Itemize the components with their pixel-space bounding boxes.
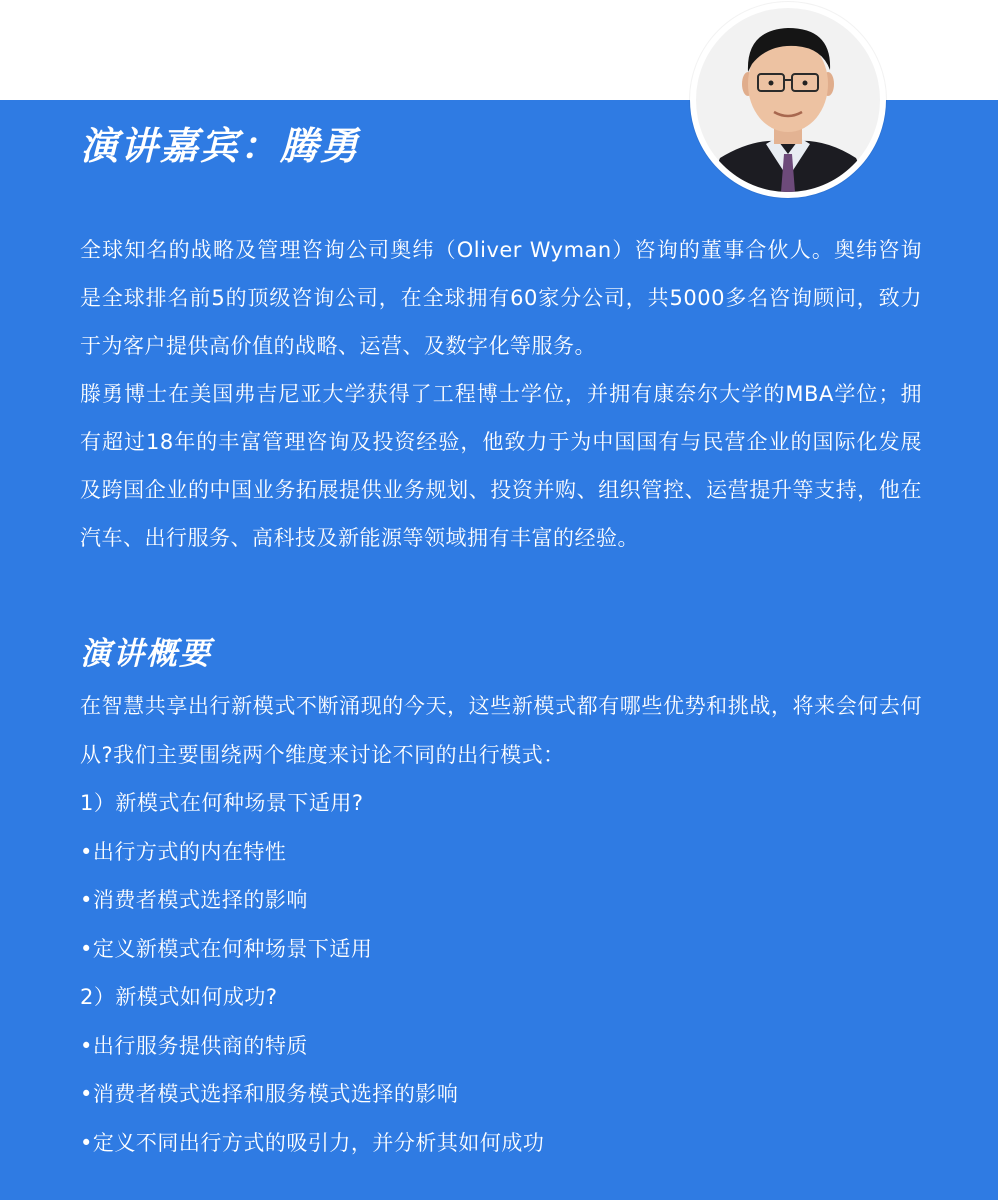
summary-point: •消费者模式选择和服务模式选择的影响 <box>80 1082 459 1106</box>
summary-intro: 在智慧共享出行新模式不断涌现的今天，这些新模式都有哪些优势和挑战，将来会何去何从?我们主要围绕两个维度来讨论不同的出行模式： <box>80 694 922 767</box>
summary-point: 1）新模式在何种场景下适用? <box>80 791 364 815</box>
summary-point: •消费者模式选择的影响 <box>80 888 308 912</box>
bio-paragraph: 滕勇博士在美国弗吉尼亚大学获得了工程博士学位，并拥有康奈尔大学的MBA学位；拥有超过18年的丰富管理咨询及投资经验，他致力于为中国国有与民营企业的国际化发展及跨国企业的中国业务拓展提供业务规划、投资并购、组织管控、运营提升等支持，他在汽车、出行服务、高科技及新能源等领域拥有丰富的经验。 <box>80 382 922 550</box>
summary-point: •定义新模式在何种场景下适用 <box>80 936 373 961</box>
summary-point: •出行方式的内在特性 <box>80 839 287 864</box>
summary-title: 演讲概要 <box>80 636 212 672</box>
summary-point: •定义不同出行方式的吸引力，并分析其如何成功 <box>80 1130 545 1155</box>
speaker-portrait <box>696 8 880 192</box>
summary-point: 2）新模式如何成功? <box>80 985 278 1009</box>
speaker-title: 演讲嘉宾：腾勇 <box>80 124 361 168</box>
bio-paragraph: 全球知名的战略及管理咨询公司奥纬（Oliver Wyman）咨询的董事合伙人。奥纬咨询是全球排名前5的顶级咨询公司，在全球拥有60家分公司，共5000多名咨询顾问，致力于为客户提供高价值的战略、运营、及数字化等服务。 <box>80 238 922 358</box>
summary-point: •出行服务提供商的特质 <box>80 1033 308 1058</box>
talk-summary <box>80 682 922 1167</box>
speaker-avatar <box>690 2 886 198</box>
speaker-bio <box>80 226 922 562</box>
